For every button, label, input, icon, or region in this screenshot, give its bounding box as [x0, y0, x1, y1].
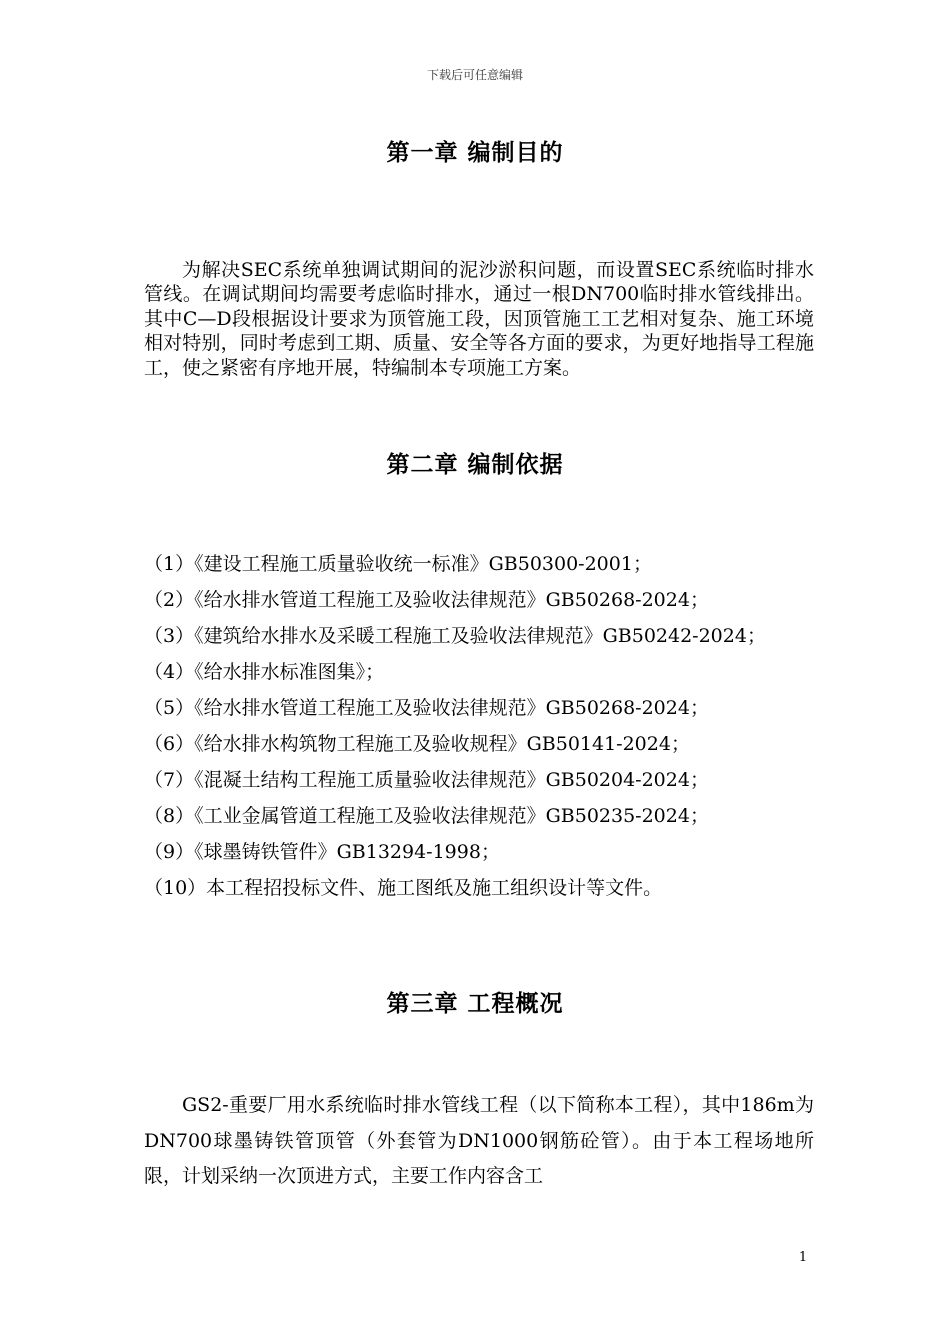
page-number: 1	[798, 1250, 808, 1265]
chapter-1-paragraph: 为解决SEC系统单独调试期间的泥沙淤积问题，而设置SEC系统临时排水管线。在调试期间均需要考虑临时排水，通过一根DN700临时排水管线排出。其中C—D段根据设计要求为顶管施工段，因顶管施工工艺相对复杂、施工环境相对特别，同时考虑到工期、质量、安全等各方面的要求，为更好地指导工程施工，使之紧密有序地开展，特编制本专项施工方案。	[144, 259, 814, 379]
reference-item-1: （1）《建设工程施工质量验收统一标准》GB50300-2001；	[144, 553, 652, 575]
chapter-3-paragraph: GS2-重要厂用水系统临时排水管线工程（以下简称本工程），其中186m为DN700球墨铸铁管顶管（外套管为DN1000钢筋砼管）。由于本工程场地所限，计划采纳一次顶进方式，主要工作内容含工	[144, 1094, 814, 1187]
reference-item-7: （7）《混凝土结构工程施工质量验收法律规范》GB50204-2024；	[144, 769, 709, 791]
reference-item-6: （6）《给水排水构筑物工程施工及验收规程》GB50141-2024；	[144, 733, 690, 755]
chapter-3-title: 第三章 工程概况	[386, 991, 564, 1017]
reference-item-3: （3）《建筑给水排水及采暖工程施工及验收法律规范》GB50242-2024；	[144, 625, 766, 647]
chapter-1-title: 第一章 编制目的	[386, 140, 564, 166]
reference-item-8: （8）《工业金属管道工程施工及验收法律规范》GB50235-2024；	[144, 805, 709, 827]
reference-item-9: （9）《球墨铸铁管件》GB13294-1998；	[144, 841, 500, 863]
chapter-2-title: 第二章 编制依据	[386, 452, 564, 478]
reference-item-2: （2）《给水排水管道工程施工及验收法律规范》GB50268-2024；	[144, 589, 709, 611]
page-header: 下载后可任意编辑	[426, 68, 523, 82]
reference-item-5: （5）《给水排水管道工程施工及验收法律规范》GB50268-2024；	[144, 697, 709, 719]
reference-item-4: （4）《给水排水标准图集》；	[144, 661, 385, 683]
reference-item-10: （10）本工程招投标文件、施工图纸及施工组织设计等文件。	[144, 877, 663, 899]
reference-list	[144, 548, 814, 908]
